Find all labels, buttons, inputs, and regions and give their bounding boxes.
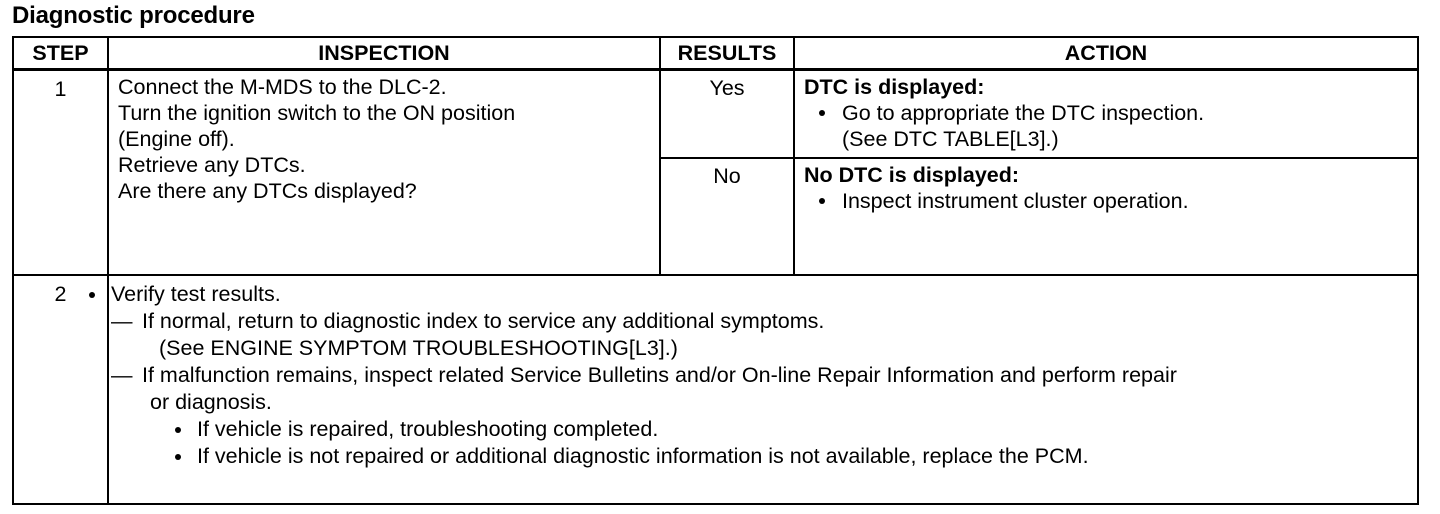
step-1-number: 1: [13, 70, 108, 275]
step-2-sub-bullet-repaired: If vehicle is repaired, troubleshooting completed.: [87, 416, 1417, 443]
step-2-dash-normal: [87, 308, 1417, 335]
result-yes: Yes: [660, 70, 794, 158]
header-results: RESULTS: [660, 37, 794, 70]
action-no-heading: No DTC is displayed:: [804, 162, 1020, 187]
header-inspection: INSPECTION: [108, 37, 660, 70]
step-1-inspection: [108, 70, 660, 275]
header-row: [13, 37, 1418, 70]
step-1-inspection-line: Are there any DTCs displayed?: [118, 179, 417, 203]
step-1-inspection-line: Connect the M-MDS to the DLC-2.: [118, 75, 447, 99]
step-2-dash-malfunction: [87, 362, 1417, 389]
step-1-yes-row: [13, 70, 1418, 158]
page-title: Diagnostic procedure: [12, 2, 255, 29]
step-2-bullet: Verify test results.: [87, 281, 1417, 308]
action-yes-reference: (See DTC TABLE[L3].): [842, 127, 1059, 151]
header-action: ACTION: [794, 37, 1418, 70]
step-2-reference: (See ENGINE SYMPTOM TROUBLESHOOTING[L3].): [159, 335, 678, 360]
step-2-number: 2: [13, 275, 108, 505]
header-step: STEP: [13, 37, 108, 70]
action-yes: [794, 70, 1418, 158]
step-2-row: [13, 275, 1418, 505]
step-1-inspection-line: Retrieve any DTCs.: [118, 153, 306, 177]
em-dash-marker: —: [111, 308, 133, 333]
diagnostic-procedure-table: [12, 36, 1419, 505]
em-dash-marker: —: [111, 362, 133, 387]
action-yes-heading: DTC is displayed:: [804, 75, 985, 99]
step-2-dash-malfunction-text: If malfunction remains, inspect related Service Bulletins and/or On-line Repair Information and perform repair: [142, 362, 1177, 387]
step-2-instructions: [108, 275, 1418, 505]
step-2-dash-normal-text: If normal, return to diagnostic index to service any additional symptoms.: [142, 308, 825, 333]
step-2-sub-bullet-not-repaired: If vehicle is not repaired or additional diagnostic information is not available, replace the PCM.: [87, 443, 1417, 470]
action-no-bullet: Inspect instrument cluster operation.: [804, 188, 1409, 214]
step-1-inspection-line: (Engine off).: [118, 127, 235, 151]
action-no: [794, 158, 1418, 275]
result-no: No: [660, 158, 794, 275]
step-2-dash-malfunction-continued: or diagnosis.: [150, 389, 272, 414]
action-yes-bullet: Go to appropriate the DTC inspection.: [804, 100, 1409, 126]
step-1-inspection-line: Turn the ignition switch to the ON position: [118, 101, 516, 125]
